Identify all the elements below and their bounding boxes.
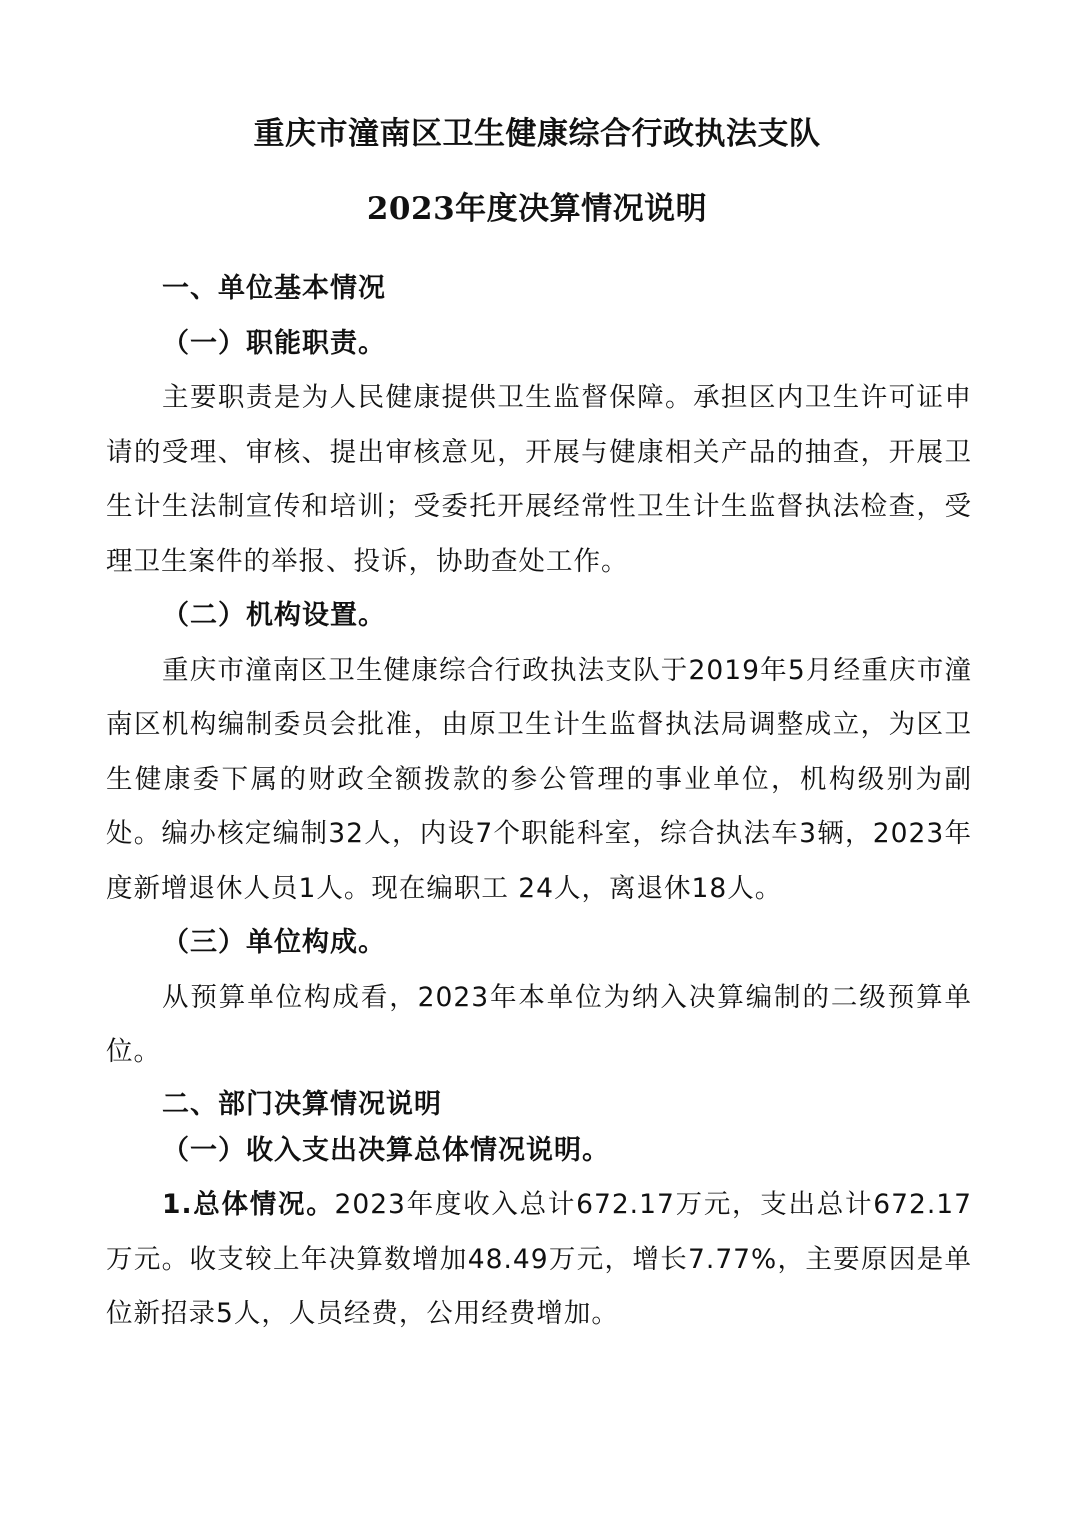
section1-sub3-paragraph: 从预算单位构成看，2023年本单位为纳入决算编制的二级预算单位。 <box>106 981 972 1067</box>
document-body <box>106 262 972 1342</box>
section2-sub1-paragraph <box>106 1178 972 1342</box>
section2-sub1-text: 2023年度收入总计672.17万元，支出总计672.17万元。收支较上年决算数增加48.49万元，增长7.77%，主要原因是单位新招录5人，人员经费，公用经费增加。 <box>106 1189 972 1329</box>
section1-sub2-heading: （二）机构设置。 <box>162 600 386 631</box>
document-title-line2: 2023年度决算情况说明 <box>366 191 708 227</box>
document-title-line1: 重庆市潼南区卫生健康综合行政执法支队 <box>253 116 821 152</box>
section1-sub1-paragraph: 主要职责是为人民健康提供卫生监督保障。承担区内卫生许可证申请的受理、审核、提出审核意见，开展与健康相关产品的抽查，开展卫生计生法制宣传和培训；受委托开展经常性卫生计生监督执法检查，受理卫生案件的举报、投诉，协助查处工作。 <box>106 382 972 577</box>
section1-sub3-heading: （三）单位构成。 <box>162 927 386 958</box>
section1-sub2-paragraph: 重庆市潼南区卫生健康综合行政执法支队于2019年5月经重庆市潼南区机构编制委员会批准，由原卫生计生监督执法局调整成立，为区卫生健康委下属的财政全额拨款的参公管理的事业单位，机构级别为副处。编办核定编制32人，内设7个职能科室，综合执法车3辆，2023年度新增退休人员1人。现在编职工 24人，离退休18人。 <box>106 654 972 904</box>
section2-heading: 二、部门决算情况说明 <box>162 1088 442 1120</box>
section2-sub1-lead: 1.总体情况。 <box>162 1189 335 1220</box>
section2-sub1-heading: （一）收入支出决算总体情况说明。 <box>162 1134 610 1166</box>
section1-sub1-heading: （一）职能职责。 <box>162 327 386 359</box>
section1-heading: 一、单位基本情况 <box>162 273 386 304</box>
